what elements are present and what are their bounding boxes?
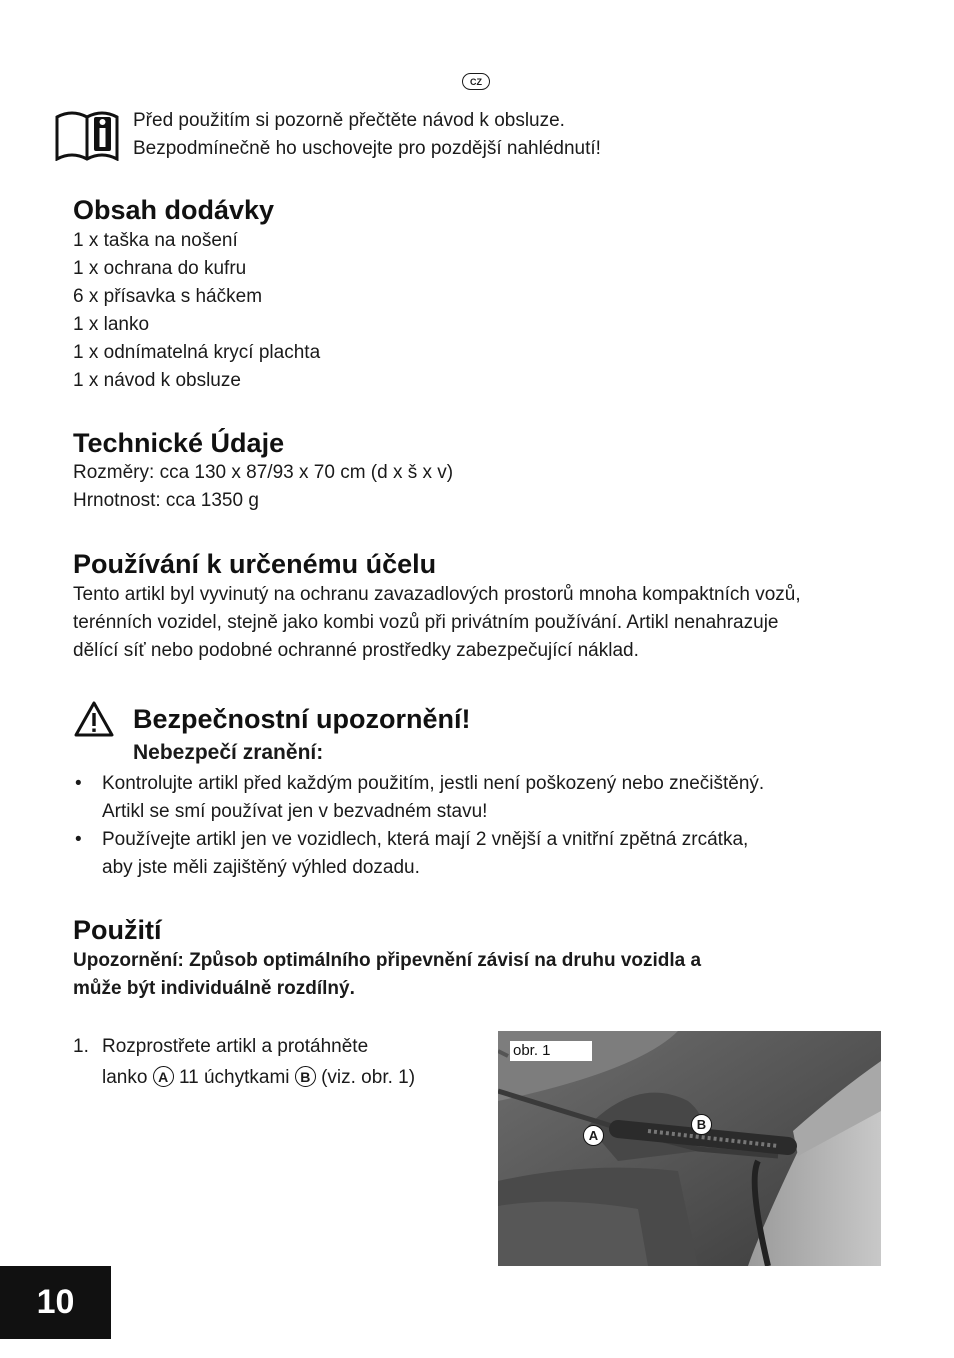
intro-line-1: Před použitím si pozorně přečtěte návod k obsluze.	[133, 110, 565, 131]
marker-a-badge: A	[153, 1066, 174, 1087]
technical-heading: Technické Údaje	[73, 428, 285, 458]
step-line-1: Rozprostřete artikl a protáhněte	[102, 1036, 369, 1057]
language-badge: CZ	[462, 73, 490, 90]
bullet-line: Používejte artikl jen ve vozidlech, která mají 2 vnější a vnitřní zpětná zrcátka,	[102, 829, 749, 850]
intro-text	[133, 107, 601, 163]
contents-heading: Obsah dodávky	[73, 195, 275, 225]
list-item: 1 x ochrana do kufru	[73, 258, 247, 279]
bullet-line: aby jste měli zajištěný výhled dozadu.	[102, 857, 420, 878]
intended-use-line: terénních vozidel, stejně jako kombi vozů při privátním používání. Artikl nenahrazuje	[73, 612, 779, 633]
marker-b-badge: B	[295, 1066, 316, 1087]
intended-use-heading: Používání k určenému účelu	[73, 549, 437, 579]
list-item	[73, 770, 764, 826]
step-1	[73, 1031, 415, 1093]
page-number: 10	[0, 1266, 111, 1339]
list-item: 1 x taška na nošení	[73, 230, 238, 251]
warning-triangle-icon	[73, 700, 115, 738]
usage-note	[73, 947, 701, 1003]
intended-use-line: Tento artikl byl vyvinutý na ochranu zavazadlových prostorů mnoha kompaktních vozů,	[73, 584, 801, 605]
step-text: 11 úchytkami	[178, 1067, 290, 1088]
safety-bullets	[73, 770, 764, 882]
note-line: Upozornění: Způsob optimálního připevnění závisí na druhu vozidla a	[73, 950, 702, 971]
info-book-icon	[54, 107, 120, 161]
callout-a: A	[583, 1125, 604, 1146]
step-line-2	[102, 1062, 415, 1093]
safety-subheading: Nebezpečí zranění:	[133, 741, 324, 764]
bullet-marker: •	[75, 773, 82, 794]
callout-b: B	[691, 1114, 712, 1135]
bullet-line: Kontrolujte artikl před každým použitím, jestli není poškozený nebo znečištěný.	[102, 773, 765, 794]
contents-list	[73, 227, 320, 395]
bullet-marker: •	[75, 829, 82, 850]
figure-photo	[498, 1031, 881, 1266]
usage-heading: Použití	[73, 915, 162, 945]
note-line: může být individuálně rozdílný.	[73, 978, 355, 999]
technical-text	[73, 459, 453, 515]
list-item: 1 x odnímatelná krycí plachta	[73, 342, 321, 363]
intended-use-line: dělící síť nebo podobné ochranné prostředky zabezpečující náklad.	[73, 640, 639, 661]
intended-use-text	[73, 581, 801, 665]
step-text: (viz. obr. 1)	[321, 1067, 416, 1088]
list-item	[73, 826, 764, 882]
step-text: lanko	[102, 1067, 148, 1088]
list-item: 1 x návod k obsluze	[73, 370, 241, 391]
photo-illustration	[498, 1031, 881, 1266]
list-item: 1 x lanko	[73, 314, 150, 335]
dimensions-line: Rozměry: cca 130 x 87/93 x 70 cm (d x š x v)	[73, 462, 454, 483]
weight-line: Hrnotnost: cca 1350 g	[73, 490, 259, 511]
list-item: 6 x přísavka s háčkem	[73, 286, 263, 307]
intro-line-2: Bezpodmínečně ho uschovejte pro pozdější nahlédnutí!	[133, 138, 601, 159]
figure-label: obr. 1	[510, 1041, 592, 1061]
safety-heading: Bezpečnostní upozornění!	[133, 704, 471, 734]
bullet-line: Artikl se smí používat jen v bezvadném stavu!	[102, 801, 488, 822]
step-number: 1.	[73, 1036, 89, 1057]
